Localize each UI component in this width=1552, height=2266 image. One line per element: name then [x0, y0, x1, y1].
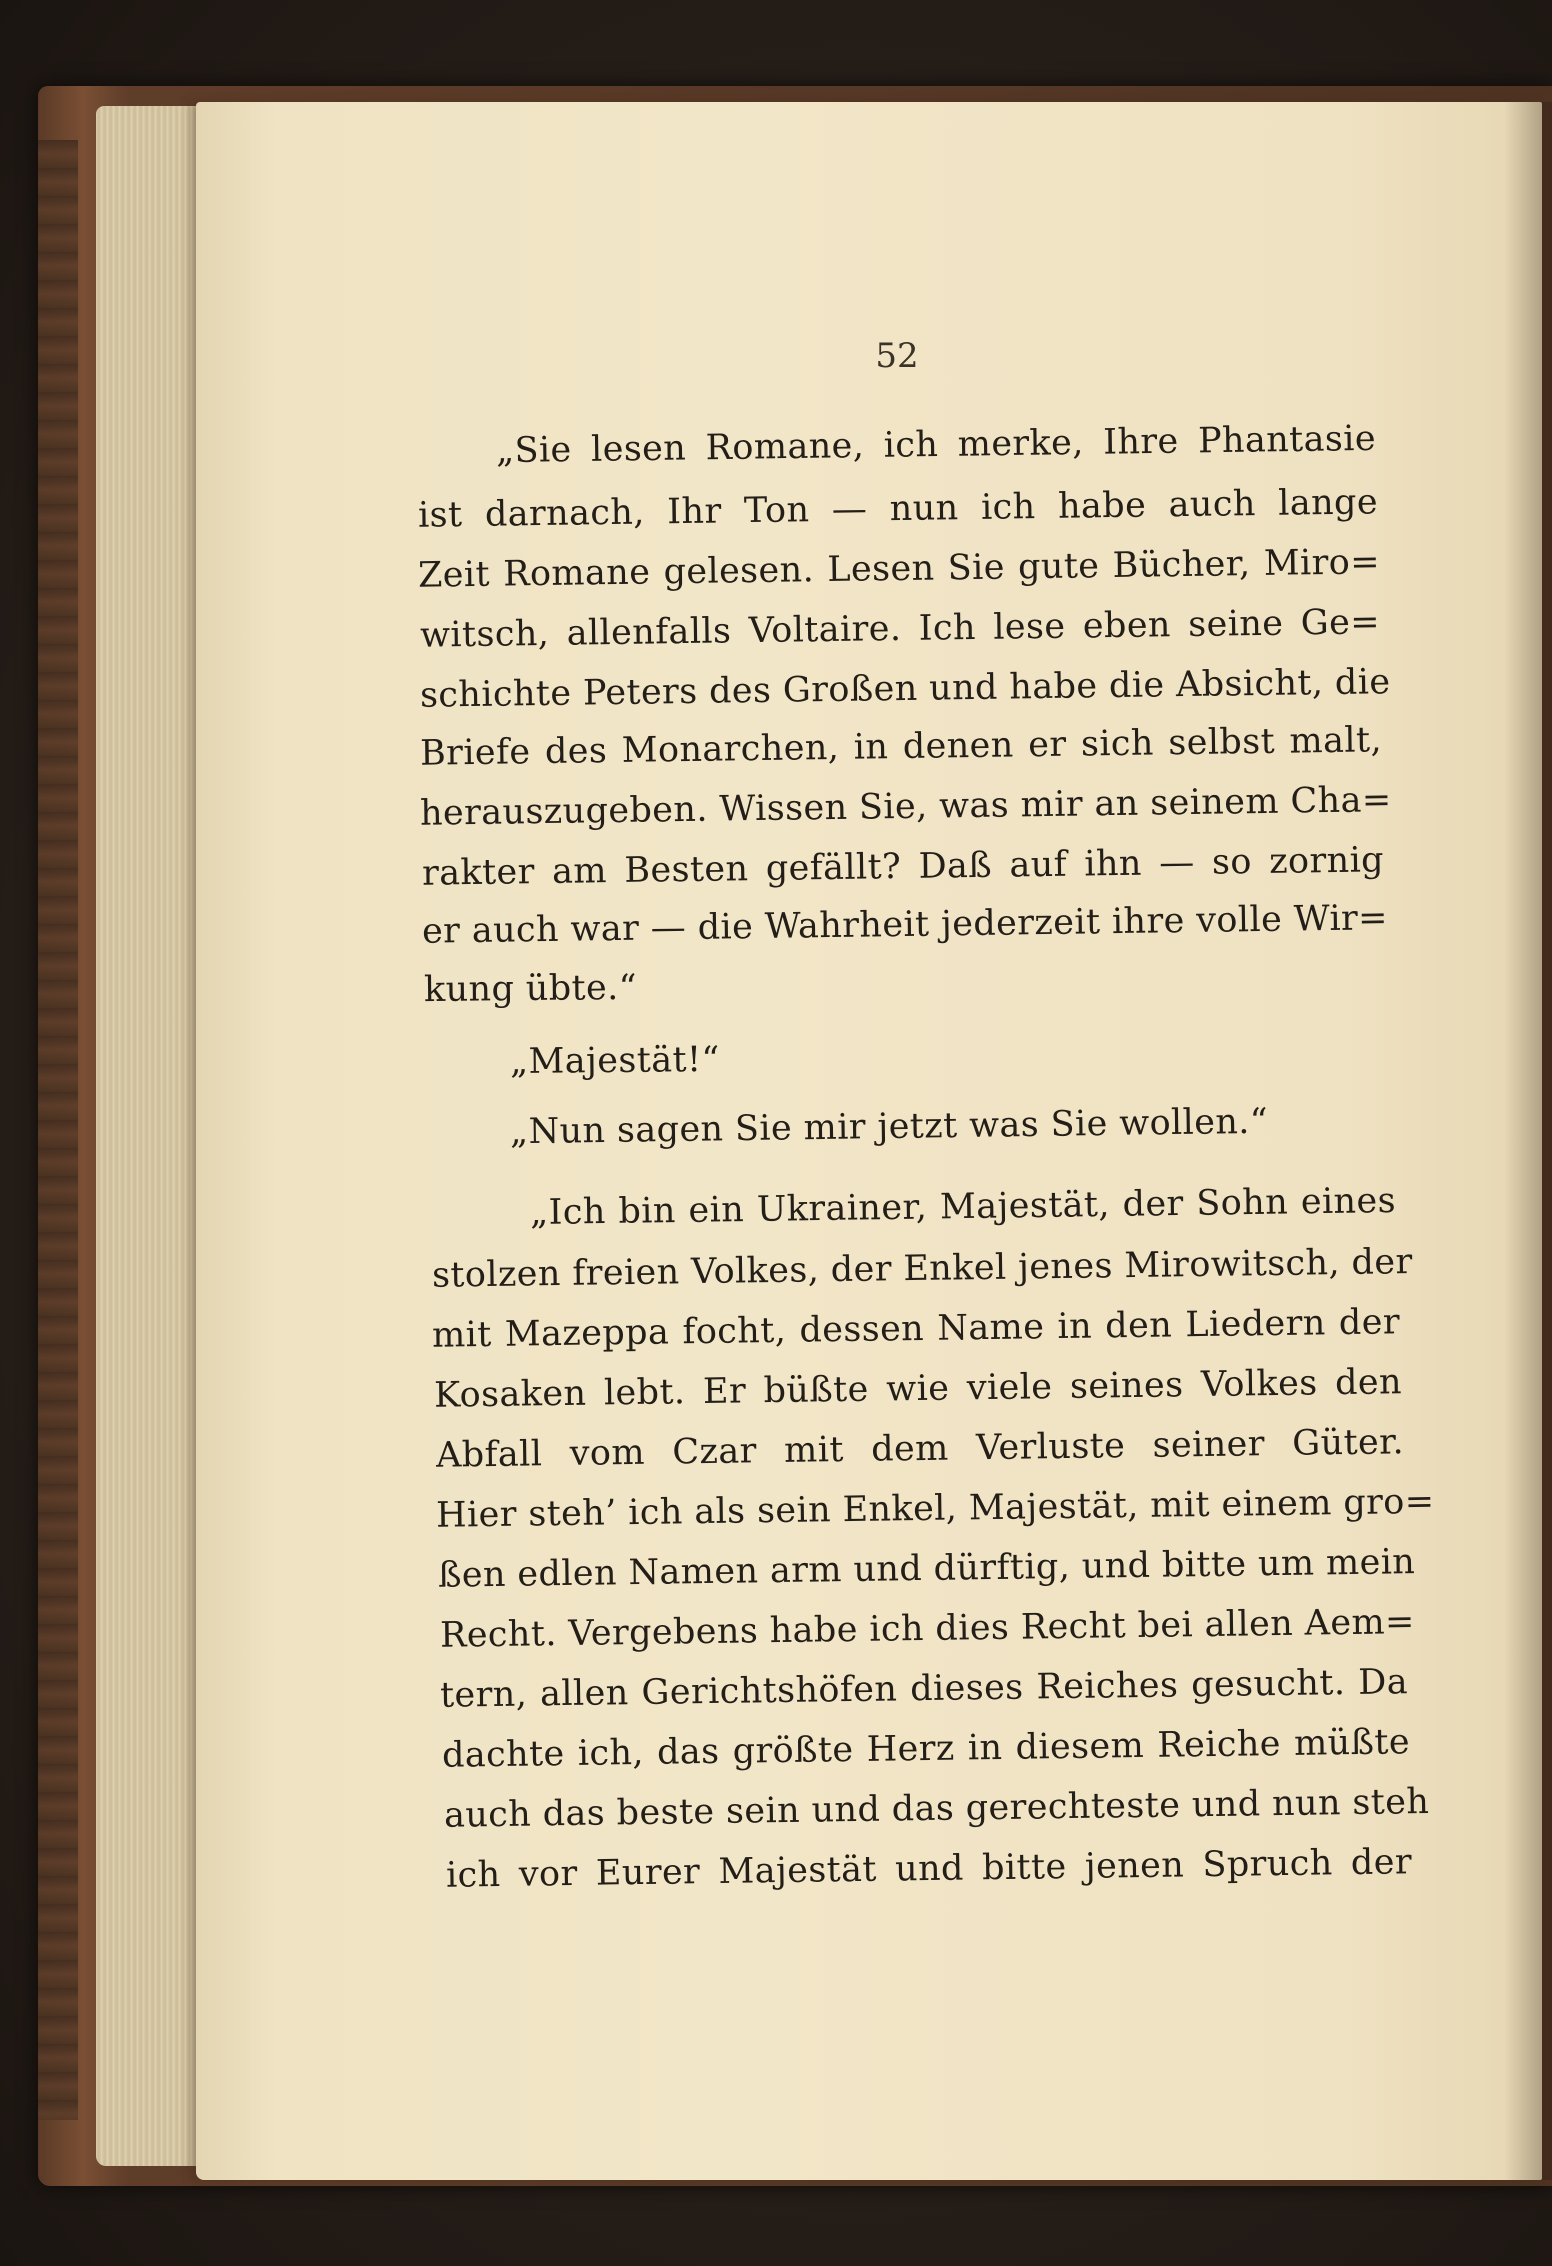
page-number: 52: [875, 336, 919, 376]
text-line: Abfall vom Czar mit dem Verluste seiner Güter.: [435, 1422, 1405, 1476]
text-line: ich vor Eurer Majestät und bitte jenen Spruch der: [445, 1842, 1413, 1896]
text-line: „Majestät!“: [509, 1039, 720, 1083]
text-line: er auch war — die Wahrheit jederzeit ihre volle Wir=: [421, 898, 1389, 952]
text-line: „Nun sagen Sie mir jetzt was Sie wollen.“: [509, 1101, 1269, 1153]
text-line: herauszugeben. Wissen Sie, was mir an seinem Cha=: [419, 780, 1392, 834]
text-line: Briefe des Monarchen, in denen er sich selbst malt,: [419, 720, 1383, 774]
text-line: ist darnach, Ihr Ton — nun ich habe auch lange: [417, 482, 1379, 536]
text-line: tern, allen Gerichtshöfen dieses Reiches gesucht. Da: [439, 1662, 1409, 1716]
text-line: ßen edlen Namen arm und dürftig, und bitte um mein: [437, 1542, 1416, 1596]
page-gutter-shadow: [1504, 102, 1552, 2180]
text-line: kung übte.“: [423, 967, 638, 1011]
text-line: Recht. Vergebens habe ich dies Recht bei allen Aem=: [439, 1602, 1416, 1656]
text-line: Kosaken lebt. Er büßte wie viele seines Volkes den: [433, 1362, 1403, 1416]
text-line: schichte Peters des Großen und habe die Absicht, die: [419, 662, 1391, 716]
text-line: Zeit Romane gelesen. Lesen Sie gute Bücher, Miro=: [417, 542, 1381, 596]
text-line: rakter am Besten gefällt? Daß auf ihn — so zornig: [421, 840, 1385, 894]
text-line: dachte ich, das größte Herz in diesem Reiche müßte: [441, 1722, 1411, 1776]
text-line: auch das beste sein und das gerechteste und nun steh: [443, 1781, 1430, 1836]
book-spine: [38, 140, 78, 2120]
text-line: witsch, allenfalls Voltaire. Ich lese eben seine Ge=: [419, 602, 1381, 656]
text-line: mit Mazeppa focht, dessen Name in den Liedern der: [431, 1302, 1401, 1356]
text-line: „Ich bin ein Ukrainer, Majestät, der Sohn eines: [529, 1180, 1397, 1234]
text-line: „Sie lesen Romane, ich merke, Ihre Phantasie: [495, 418, 1377, 472]
text-line: stolzen freien Volkes, der Enkel jenes Mirowitsch, der: [431, 1242, 1413, 1296]
text-line: Hier steh’ ich als sein Enkel, Majestät, mit einem gro=: [435, 1481, 1435, 1536]
